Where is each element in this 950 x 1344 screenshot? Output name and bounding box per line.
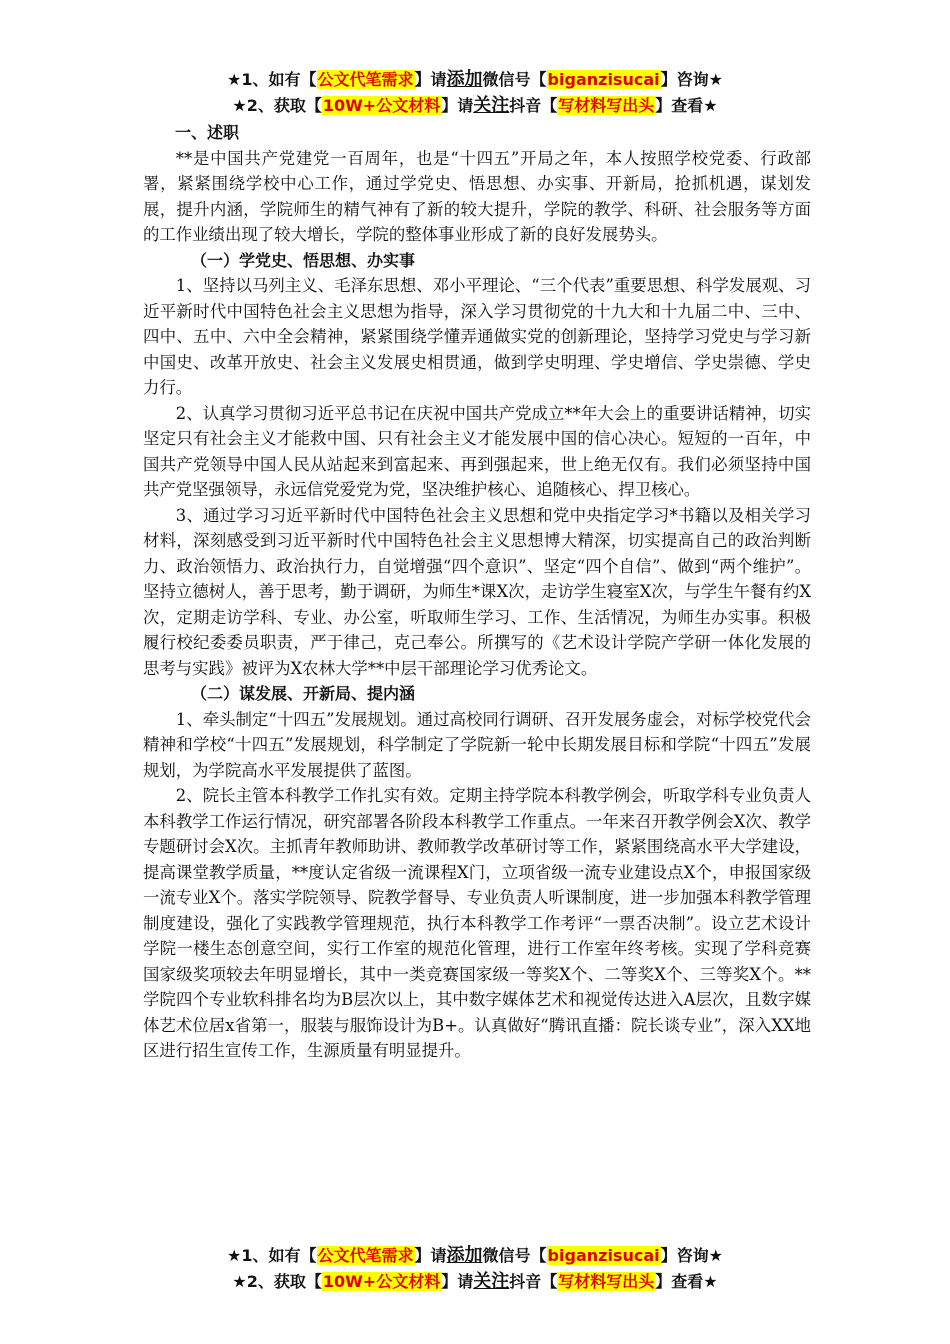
underlined-follow: 关注 [473,1271,510,1292]
banner-text: 抖音【 [509,1272,558,1291]
highlight-douyin-account: 写材料写出头 [558,96,655,115]
paragraph-5: 2、院长主管本科教学工作扎实有效。定期主持学院本科教学例会，听取学科专业负责人本科教学工作运行情况，研究部署各阶段本科教学工作重点。一年来召开教学例会X次、教学专题研讨会X次。主抓青年教师助讲、教师教学改革研讨等工作，紧紧围绕高水平大学建设，提高课堂教学质量，**度认定省级一流课程X门，立项省级一流专业建设点X个，申报国家级一流专业X个。落实学院领导、院教学督导、专业负责人听课制度，进一步加强本科教学管理制度建设，强化了实践教学管理规范，执行本科教学工作考评“一票否决制”。设立艺术设计学院一楼生态创意空间，实行工作室的规范化管理，进行工作室年终考核。实现了学科竞赛国家级奖项较去年明显增长，其中一类竞赛国家级一等奖X个、二等奖X个、三等奖X个。**学院四个专业软科排名均为B层次以上，其中数字媒体艺术和视觉传达进入A层次，且数字媒体艺术位居x省第一，服装与服饰设计为B+。认真做好“腾讯直播：院长谈专业”，深入XX地区进行招生宣传工作，生源质量有明显提升。 [143,786,811,1060]
top-banner-line-2 [0,94,950,118]
subsection-heading-1: （一）学党史、悟思想、办实事 [191,250,416,270]
highlight-wechat-id: biganzisucai [547,1246,660,1265]
underlined-add: 添加 [446,1245,483,1266]
paragraph-4: 1、牵头制定“十四五”发展规划。通过高校同行调研、召开发展务虚会，对标学校党代会精神和学校“十四五”发展规划，科学制定了学院新一轮中长期发展目标和学院“十四五”发展规划，为学院高水平发展提供了蓝图。 [143,709,811,780]
banner-text: ★2、获取【 [232,1272,322,1291]
banner-text: 】咨询★ [660,1246,723,1265]
underlined-follow: 关注 [473,95,510,116]
intro-paragraph: **是中国共产党建党一百周年，也是“十四五”开局之年，本人按照学校党委、行政部署，紧紧围绕学校中心工作，通过学党史、悟思想、办实事、开新局，抢抓机遇，谋划发展，提升内涵，学院师生的精气神有了新的较大提升，学院的教学、科研、社会服务等方面的工作业绩出现了较大增长，学院的整体事业形成了新的良好发展势头。 [143,148,811,244]
bottom-banner-line-1 [0,1244,950,1268]
highlight-wechat-id: biganzisucai [547,70,660,89]
banner-text: 微信号【 [482,70,547,89]
banner-text: 】查看★ [655,96,718,115]
highlight-douyin-account: 写材料写出头 [558,1272,655,1291]
section-heading: 一、述职 [175,123,240,142]
banner-text: 】请 [441,1272,474,1291]
top-banner-line-1 [0,68,950,92]
subsection-heading-2: （二）谋发展、开新局、提内涵 [191,684,416,703]
banner-text: ★2、获取【 [232,96,322,115]
banner-text: 微信号【 [482,1246,547,1265]
banner-text: 】请 [441,96,474,115]
highlight-ghostwriting: 公文代笔需求 [317,70,414,89]
banner-text: 抖音【 [509,96,558,115]
highlight-materials: 10W+公文材料 [322,96,441,115]
highlight-ghostwriting: 公文代笔需求 [317,1246,414,1265]
paragraph-3: 3、通过学习习近平新时代中国特色社会主义思想和党中央指定学习*书籍以及相关学习材料，深刻感受到习近平新时代中国特色社会主义思想博大精深，切实提高自己的政治判断力、政治领悟力、政治执行力，自觉增强“四个意识”、坚定“四个自信”、做到“两个维护”。坚持立德树人，善于思考，勤于调研，为师生*课X次，走访学生寝室X次，与学生午餐有约X次，定期走访学科、专业、办公室，听取师生学习、工作、生活情况，为师生办实事。积极履行校纪委委员职责，严于律己，克己奉公。所撰写的《艺术设计学院产学研一体化发展的思考与实践》被评为X农林大学**中层干部理论学习优秀论文。 [143,505,811,678]
banner-text: 】咨询★ [660,70,723,89]
banner-text: 】请 [414,1246,447,1265]
document-body [143,120,811,1064]
highlight-materials: 10W+公文材料 [322,1272,441,1291]
banner-text: 】请 [414,70,447,89]
banner-text: ★1、如有【 [227,1246,317,1265]
underlined-add: 添加 [446,69,483,90]
banner-text: ★1、如有【 [227,70,317,89]
paragraph-1: 1、坚持以马列主义、毛泽东思想、邓小平理论、“三个代表”重要思想、科学发展观、习近平新时代中国特色社会主义思想为指导，深入学习贯彻党的十九大和十九届二中、三中、四中、五中、六中全会精神，紧紧围绕学懂弄通做实党的创新理论，坚持学习党史与学习新中国史、改革开放史、社会主义发展史相贯通，做到学史明理、学史增信、学史崇德、学史力行。 [143,276,811,397]
bottom-banner-line-2 [0,1270,950,1294]
banner-text: 】查看★ [655,1272,718,1291]
paragraph-2: 2、认真学习贯彻习近平总书记在庆祝中国共产党成立**年大会上的重要讲话精神，切实坚定只有社会主义才能救中国、只有社会主义才能发展中国的信心决心。短短的一百年，中国共产党领导中国人民从站起来到富起来、再到强起来，世上绝无仅有。我们必须坚持中国共产党坚强领导，永远信党爱党为党，坚决维护核心、追随核心、捍卫核心。 [143,403,811,499]
